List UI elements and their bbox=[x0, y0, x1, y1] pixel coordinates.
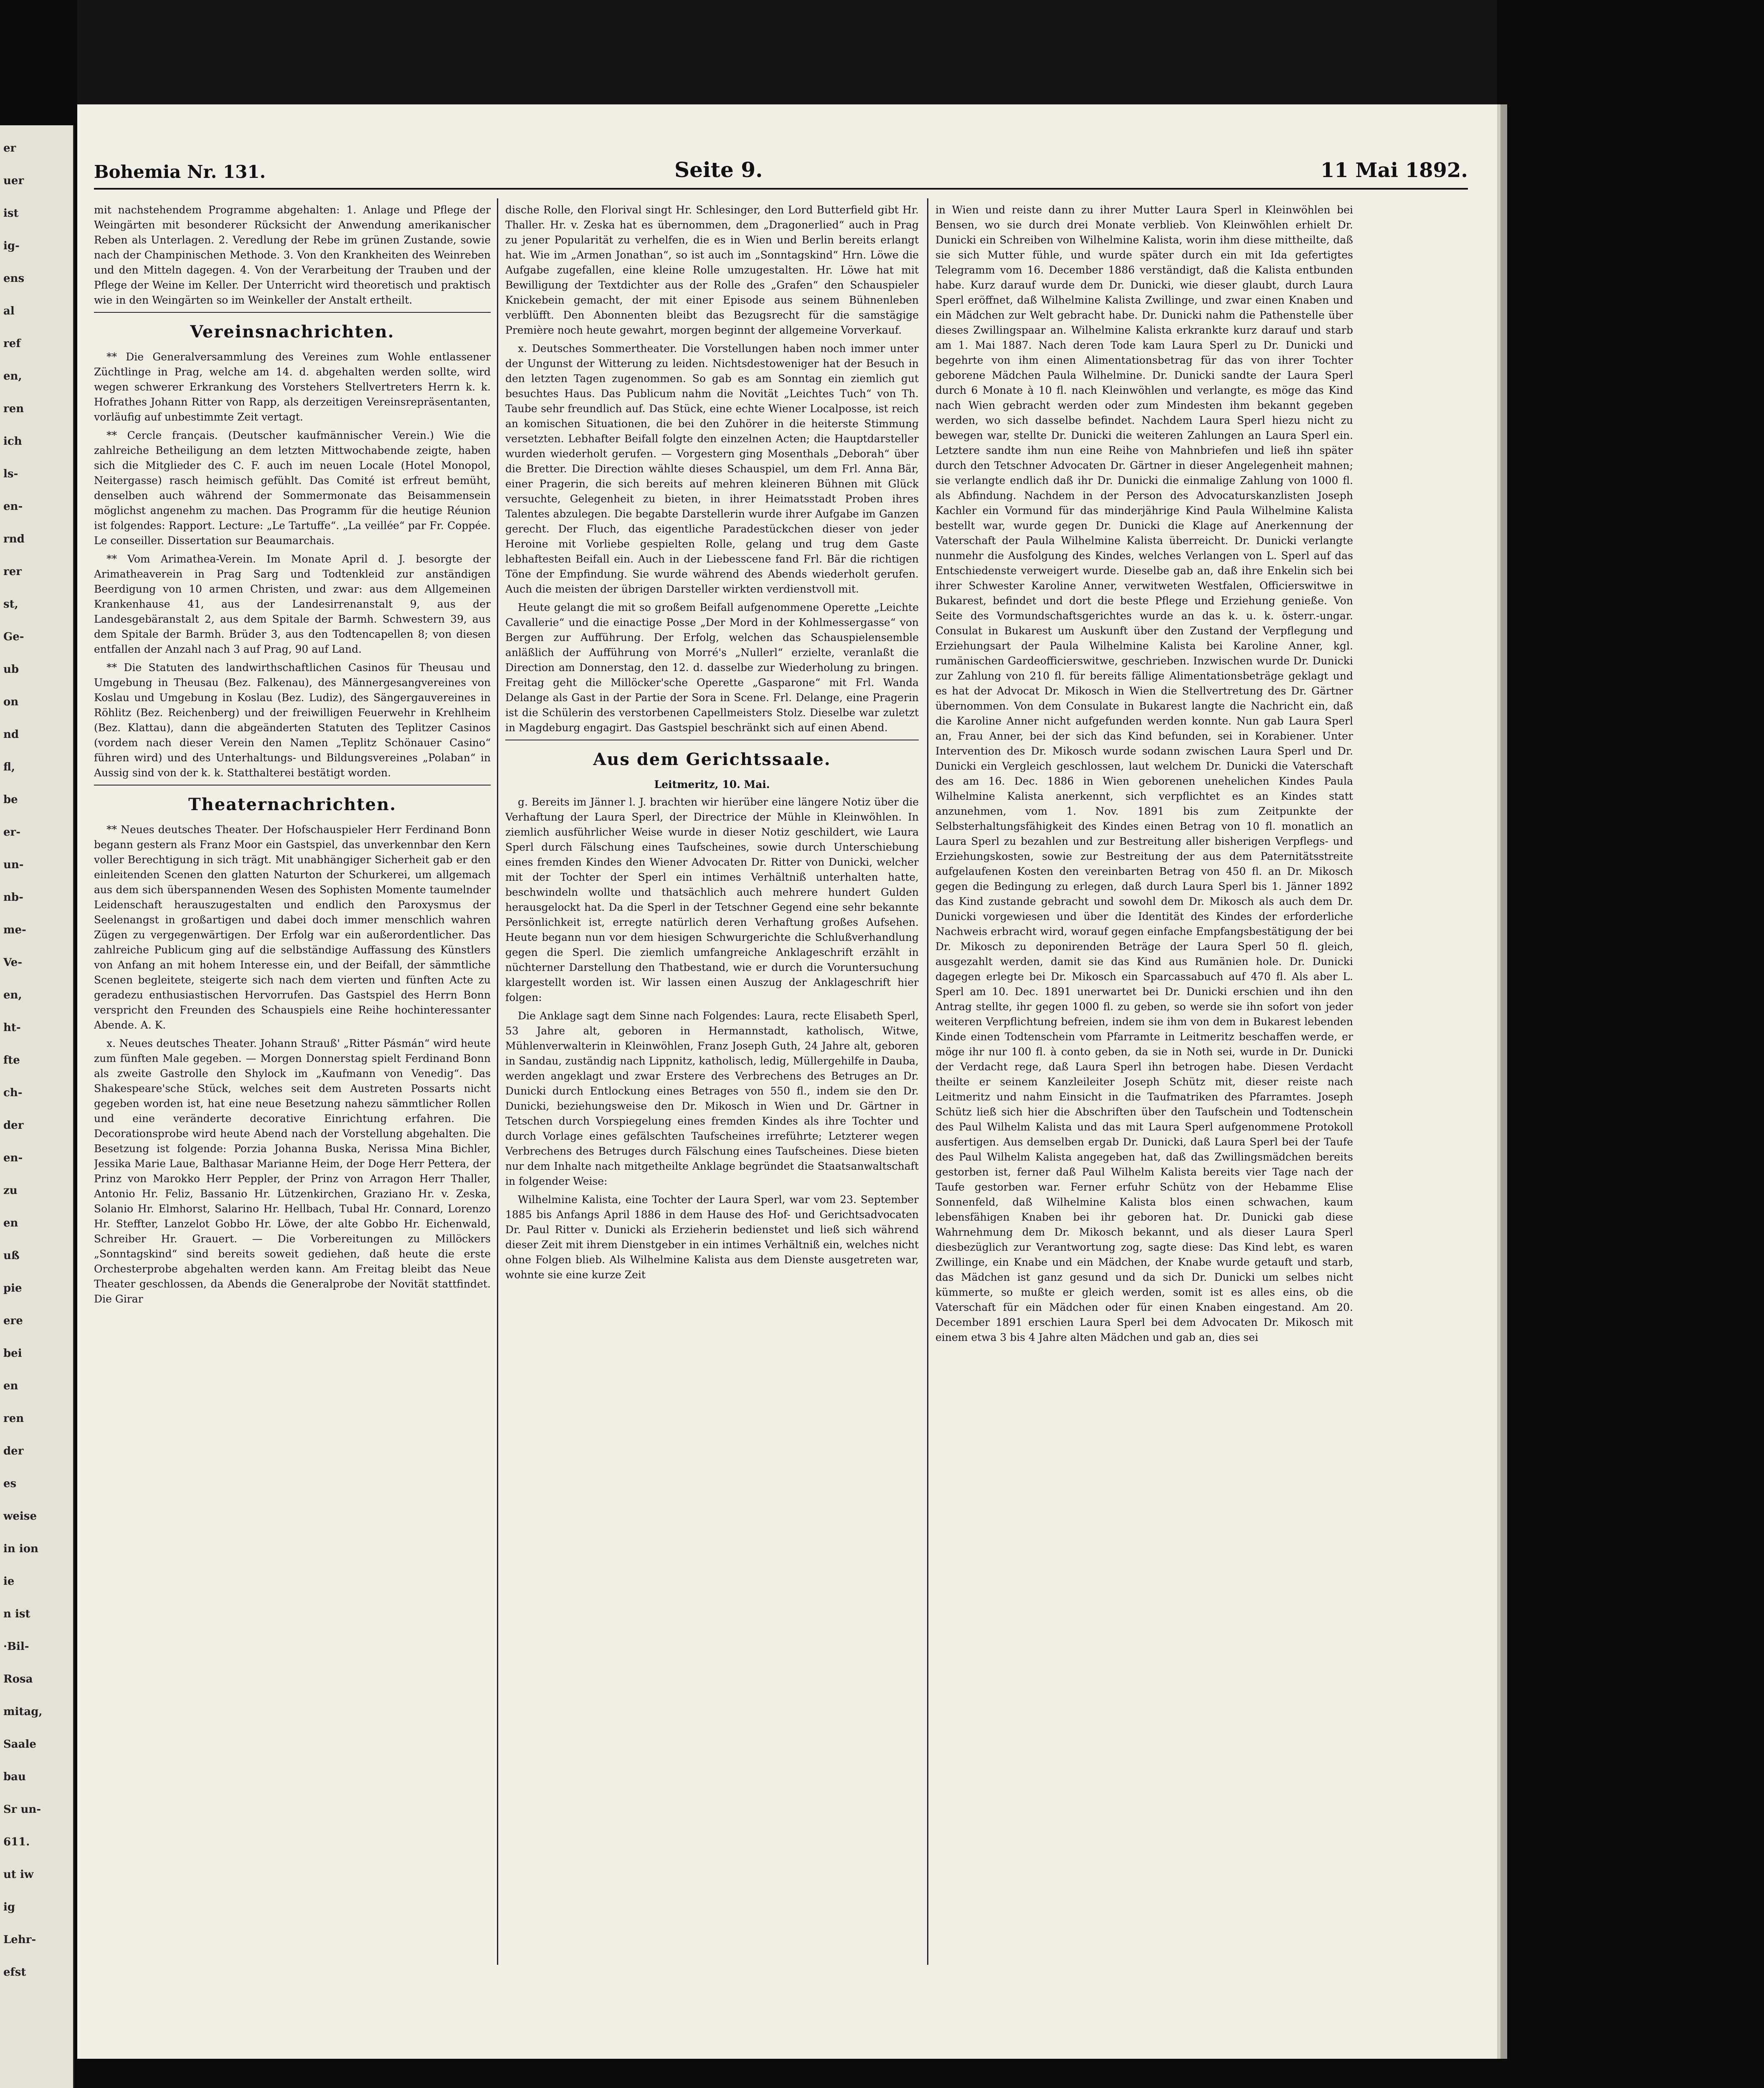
scan-top-edge bbox=[77, 0, 1497, 104]
prev-page-fragment: ie bbox=[3, 1575, 15, 1588]
prev-page-fragment: ls- bbox=[3, 468, 18, 480]
prev-page-fragment: der bbox=[3, 1119, 24, 1132]
prev-page-fragment: fl, bbox=[3, 761, 15, 773]
agriculture-course-text: mit nachstehendem Programme abgehalten: 1. Anlage und Pflege der Weingärten mit besonderer Rücksicht der Anwendung amerikanischer Reben als Unterlagen. 2. Veredlung der Rebe im grünen Zustande, sowie nach der Champinischen Methode. 3. Von den Krankheiten des Weinreben und den Mitteln dagegen. 4. Von der Verarbeitung der Trauben und der Pflege der Weine im Keller. Der Unterricht wird theoretisch und praktisch wie in den Weingärten so im Weinkeller der Anstalt ertheilt. bbox=[94, 204, 491, 306]
section-heading-gerichtssaale: Aus dem Gerichtssaale. bbox=[593, 750, 831, 769]
column-3 bbox=[935, 203, 1353, 1963]
prev-page-fragment: st, bbox=[3, 598, 18, 611]
prev-page-fragment: ref bbox=[3, 337, 21, 350]
article-kalista: Wilhelmine Kalista, eine Tochter der Laura Sperl, war vom 23. September 1885 bis Anfangs April 1886 in dem Hause des Hof- und Gerichtsadvocaten Dr. Paul Ritter v. Dunicki als Erzieherin bedienstet und ließ sich während dieser Zeit mit ihrem Dienstgeber in ein intimes Verhältniß ein, welches nicht ohne Folgen blieb. Als Wilhelmine Kalista aus dem Dienste ausgetreten war, wohnte sie eine kurze Zeit bbox=[505, 1194, 919, 1281]
prev-page-fragment: rer bbox=[3, 565, 22, 578]
prev-page-fragment: be bbox=[3, 793, 18, 806]
column-2 bbox=[505, 203, 919, 1963]
issue-date: 11 Mai 1892. bbox=[1320, 159, 1468, 182]
prev-page-fragment: ·Bil- bbox=[3, 1640, 29, 1653]
dateline: Leitmeritz, 10. Mai. bbox=[654, 778, 770, 791]
previous-page-edge bbox=[0, 125, 74, 2088]
prev-page-fragment: ren bbox=[3, 403, 24, 415]
prev-page-fragment: en- bbox=[3, 500, 23, 513]
prev-page-fragment: ich bbox=[3, 435, 22, 448]
section-divider bbox=[94, 312, 491, 313]
prev-page-fragment: zu bbox=[3, 1184, 18, 1197]
article-statuten: ** Die Statuten des landwirthschaftlichen Casinos für Theusau und Umgebung in Theusau (Bez. Falkenau), des Männergesangvereines von Koslau und Umgebung in Koslau (Bez. Ludiz), des Sängergauvereines in Röhlitz (Bez. Reichenberg) und der freiwilligen Feuerwehr in Krehlheim (Bez. Klattau), dann die abgeänderten Statuten des Teplitzer Casinos (vordem nach dieser Verein den Namen „Teplitz Schönauer Casino“ führen wird) und des Unterhaltungs- und Bildungsvereines „Polaban“ in Aussig sind von der k. k. Statthalterei bestätigt worden. bbox=[94, 661, 491, 779]
prev-page-fragment: ut iw bbox=[3, 1868, 34, 1881]
article-sperl-case-intro: g. Bereits im Jänner l. J. brachten wir hierüber eine längere Notiz über die Verhaftung der Laura Sperl, der Directrice der Mühle in Kleinwöhlen. In ziemlich ausführlicher Weise wurde in dieser Notiz geschildert, wie Laura Sperl durch Fälschung eines Taufscheines, sowie durch Unterschiebung eines fremden Kindes den Wiener Advocaten Dr. Ritter von Dunicki, welcher mit der Tochter der Sperl ein intimes Verhältniß unterhalten hatte, beschwindeln wollte und thatsächlich auch mehrere hundert Gulden herausgelockt hat. Da die Sperl in der Tetschner Gegend eine sehr bekannte Persönlichkeit ist, erregte natürlich deren Verhaftung großes Aufsehen. Heute begann nun vor dem hiesigen Schwurgerichte die Schlußverhandlung gegen die Sperl. Die ziemlich umfangreiche Anklageschrift erzählt in nüchterner Darstellung den Thatbestand, wie er durch die Voruntersuchung klargestellt worden ist. Wir lassen einen Auszug der Anklageschrift hier folgen: bbox=[505, 796, 919, 1003]
article-cercle-francais: ** Cercle français. (Deutscher kaufmännischer Verein.) Wie die zahlreiche Betheiligung an dem letzten Mittwochabende zeigte, haben sich die Mitglieder des C. F. auch im neuen Locale (Hotel Monopol, Neitergasse) rasch heimisch gefühlt. Das Comité ist erfreut bemüht, denselben auch während der Sommermonate das Beisammensein möglichst angenehm zu machen. Das Programm für die heutige Réunion ist folgendes: Rapport. Lecture: „Le Tartuffe“. „La veillée“ par Fr. Coppée. Le conseiller. Dissertation sur Beaumarchais. bbox=[94, 429, 491, 547]
article-deutsches-sommertheater: x. Deutsches Sommertheater. Die Vorstellungen haben noch immer unter der Ungunst der Witterung zu leiden. Nichtsdestoweniger hat der Besuch in den letzten Tagen zugenommen. So gab es am Sonntag ein ziemlich gut besuchtes Haus. Das Publicum nahm die Novität „Leichtes Tuch“ von Th. Taube sehr freundlich auf. Das Stück, eine echte Wiener Localposse, ist reich an komischen Situationen, die bei den Zuhörer in die heiterste Stimmung versetzten. Lebhafter Beifall folgte den einzelnen Acten; die Hauptdarsteller wurden wiederholt gerufen. — Vorgestern ging Mosenthals „Deborah“ über die Bretter. Die Direction wählte dieses Schauspiel, um dem Frl. Anna Bär, einer Pragerin, die sich bereits auf mehren kleineren Bühnen mit Glück versuchte, Gelegenheit zu bieten, in ihrer Heimatsstadt Proben ihres Talentes abzulegen. Die begabte Darstellerin wurde ihrer Aufgabe im Ganzen gerecht. Der Fluch, das eigentliche Paradestückchen dieser von jeder Heroine mit Vorliebe gespielten Rolle, gelang und trug dem Gaste lebhaftesten Beifall ein. Auch in der Liebesscene fand Frl. Bär die richtigen Töne der Empfindung. Sie wurde während des Abends wiederholt gerufen. Auch die meisten der übrigen Darsteller wirkten verdienstvoll mit. bbox=[505, 342, 919, 595]
prev-page-fragment: er bbox=[3, 142, 16, 155]
prev-page-fragment: Ve- bbox=[3, 956, 23, 969]
prev-page-fragment: en bbox=[3, 1217, 18, 1229]
prev-page-fragment: uß bbox=[3, 1249, 20, 1262]
article-neues-deutsches-theater-1: ** Neues deutsches Theater. Der Hofschauspieler Herr Ferdinand Bonn begann gestern als Franz Moor ein Gastspiel, das unverkennbar den Kern voller Berechtigung in sich trägt. Mit unabhängiger Sicherheit gab er den einleitenden Scenen den glatten Naturton der Schurkerei, um allgemach aus dem sich überspannenden Wesen des Sophisten Momente taumelnder Leidenschaft herauszugestalten und endlich den Paroxysmus der Seelenangst in großartigen und dabei doch immer menschlich wahren Zügen zu vergegenwärtigen. Der Erfolg war ein außerordentlicher. Das zahlreiche Publicum ging auf die selbständige Auffassung des Künstlers von Anfang an mit hohem Interesse ein, und der Beifall, der sämmtliche Scenen begleitete, steigerte sich nach dem vierten und fünften Acte zu geradezu enthusiastischen Hervorrufen. Das Gastspiel des Herrn Bonn verspricht den Freunden des Schauspiels eine Reihe hochinteressanter Abende. A. K. bbox=[94, 824, 491, 1031]
prev-page-fragment: al bbox=[3, 305, 15, 317]
page-header bbox=[94, 150, 1468, 190]
article-sonntagskind-continued: dische Rolle, den Florival singt Hr. Schlesinger, den Lord Butterfield gibt Hr. Thaller. Hr. v. Zeska hat es übernommen, dem „Dragonerlied“ auch in Prag zu jener Popularität zu verhelfen, die es in Wien und Berlin bereits erlangt hat. Wie im „Armen Jonathan“, so ist auch im „Sonntagskind“ Hrn. Löwe die Aufgabe zugefallen, eine kleine Rolle umzugestalten. Hr. Löwe hat mit Bewilligung der Textdichter aus der Rolle des „Grafen“ den Schauspieler Knickebein gemacht, der mit einer Episode aus seinem Bühnenleben verblüfft. Den Abonnenten bleibt das Bezugsrecht für die samstägige Première noch heute gewahrt, morgen beginnt der allgemeine Vorverkauf. bbox=[505, 204, 919, 336]
prev-page-fragment: mitag, bbox=[3, 1705, 43, 1718]
prev-page-fragment: 611. bbox=[3, 1836, 30, 1848]
prev-page-fragment: n ist bbox=[3, 1608, 30, 1620]
article-anklage: Die Anklage sagt dem Sinne nach Folgendes: Laura, recte Elisabeth Sperl, 53 Jahre alt, geboren in Hermannstadt, katholisch, Witwe, Mühlenverwalterin in Kleinwöhlen, Franz Joseph Guth, 24 Jahre alt, geboren in Sandau, zuständig nach Lippnitz, katholisch, ledig, Müllergehilfe in Dauba, werden angeklagt und zwar Erstere des Verbrechens des Betruges an Dr. Dunicki durch Entlockung eines Betrages von 550 fl., indem sie den Dr. Dunicki, beziehungsweise den Dr. Mikosch in Wien und Dr. Gärtner in Tetschen durch Vorspiegelung eines fremden Kindes als ihre Tochter und durch Vorlage eines gefälschten Taufscheines irreführte; Letzterer wegen Verbrechens des Betruges durch Fälschung eines Taufscheines. Diese bieten nur dem Inhalte nach mitgetheilte Anklage begründet die Staatsanwaltschaft in folgender Weise: bbox=[505, 1010, 919, 1187]
prev-page-fragment: es bbox=[3, 1477, 17, 1490]
prev-page-fragment: ig- bbox=[3, 240, 20, 252]
prev-page-fragment: in ion bbox=[3, 1543, 38, 1555]
prev-page-fragment: bei bbox=[3, 1347, 22, 1360]
article-neues-deutsches-theater-2: x. Neues deutsches Theater. Johann Strauß' „Ritter Pásmán“ wird heute zum fünften Male gegeben. — Morgen Donnerstag spielt Ferdinand Bonn als zweite Gastrolle den Shylock im „Kaufmann von Venedig“. Das Shakespeare'sche Stück, welches seit dem Austreten Possarts nicht gegeben worden ist, hat eine neue Besetzung nahezu sämmtlicher Rollen und eine veränderte decorative Einrichtung erfahren. Die Decorationsprobe wird heute Abend nach der Vorstellung abgehalten. Die Besetzung ist folgende: Porzia Johanna Buska, Nerissa Mina Bichler, Jessika Marie Laue, Balthasar Marianne Heim, der Doge Herr Pettera, der Prinz von Marokko Herr Peppler, der Prinz von Arragon Herr Thaller, Antonio Hr. Feliz, Bassanio Hr. Lützenkirchen, Graziano Hr. v. Zeska, Solanio Hr. Elmhorst, Salarino Hr. Hellbach, Tubal Hr. Connard, Lorenzo Hr. Steffter, Lanzelot Gobbo Hr. Löwe, der alte Gobbo Hr. Eichenwald, Schreiber Hr. Grauert. — Die Vorbereitungen zu Millöckers „Sonntagskind“ sind bereits soweit gediehen, daß heute die erste Orchesterprobe abgehalten werden kann. Am Freitag bleibt das Neue Theater geschlossen, da Abends die Generalprobe der Novität stattfindet. Die Girar bbox=[94, 1037, 491, 1305]
prev-page-fragment: un- bbox=[3, 859, 24, 871]
prev-page-fragment: Rosa bbox=[3, 1673, 33, 1685]
prev-page-fragment: en bbox=[3, 1380, 18, 1392]
column-rule-1 bbox=[497, 198, 498, 1965]
prev-page-fragment: en, bbox=[3, 370, 22, 383]
prev-page-fragment: Saale bbox=[3, 1738, 36, 1751]
prev-page-fragment: weise bbox=[3, 1510, 37, 1523]
prev-page-fragment: ig bbox=[3, 1901, 15, 1913]
prev-page-fragment: Lehr- bbox=[3, 1933, 36, 1946]
prev-page-fragment: fte bbox=[3, 1054, 20, 1067]
prev-page-fragment: pie bbox=[3, 1282, 22, 1295]
article-sommertheater-programme: Heute gelangt die mit so großem Beifall aufgenommene Operette „Leichte Cavallerie“ und die einactige Posse „Der Mord in der Kohlmessergasse“ von Bergen zur Aufführung. Der Erfolg, welchen das Schauspielensemble anläßlich der Aufführung von Morré's „Nullerl“ erzielte, veranlaßt die Direction am Donnerstag, den 12. d. dasselbe zur Wiederholung zu bringen. Freitag geht die Millöcker'sche Operette „Gasparone“ mit Frl. Wanda Delange als Gast in der Partie der Sora in Scene. Frl. Delange, eine Pragerin ist die Schülerin des verstorbenen Capellmeisters Stolz. Dieselbe war zuletzt in Magdeburg engagirt. Das Gastspiel beschränkt sich auf einen Abend. bbox=[505, 601, 919, 734]
prev-page-fragment: ist bbox=[3, 207, 19, 220]
prev-page-fragment: Ge- bbox=[3, 631, 24, 643]
prev-page-fragment: nb- bbox=[3, 891, 23, 904]
section-divider bbox=[94, 785, 491, 786]
prev-page-fragment: efst bbox=[3, 1966, 26, 1979]
prev-page-fragment: ch- bbox=[3, 1087, 23, 1099]
prev-page-fragment: en- bbox=[3, 1152, 23, 1164]
column-1 bbox=[94, 203, 491, 1963]
page-number: Seite 9. bbox=[674, 157, 763, 182]
prev-page-fragment: ub bbox=[3, 663, 19, 676]
prev-page-fragment: me- bbox=[3, 924, 26, 936]
prev-page-fragment: Sr un- bbox=[3, 1803, 41, 1816]
prev-page-fragment: uer bbox=[3, 175, 24, 187]
prev-page-fragment: ere bbox=[3, 1315, 23, 1327]
publication-title: Bohemia Nr. 131. bbox=[94, 162, 266, 182]
prev-page-fragment: en, bbox=[3, 989, 22, 1001]
column-rule-2 bbox=[927, 198, 928, 1965]
prev-page-fragment: ren bbox=[3, 1412, 24, 1425]
prev-page-fragment: ht- bbox=[3, 1021, 21, 1034]
prev-page-fragment: bau bbox=[3, 1771, 26, 1783]
article-generalversammlung: ** Die Generalversammlung des Vereines zum Wohle entlassener Züchtlinge in Prag, welche am 14. d. abgehalten werden sollte, wird wegen schwerer Erkrankung des Vorstehers Stellvertreters Herrn k. k. Hofrathes Johann Ritter von Rapp, als derzeitigen Vereinsrepräsentanten, vorläufig auf unbestimmte Zeit vertagt. bbox=[94, 351, 491, 423]
section-heading-vereinsnachrichten: Vereinsnachrichten. bbox=[190, 322, 395, 342]
article-arimathea-verein: ** Vom Arimathea-Verein. Im Monate April d. J. besorgte der Arimatheaverein in Prag Sarg und Todtenkleid zur anständigen Beerdigung von 10 armen Christen, und zwar: aus dem Allgemeinen Krankenhause 41, aus der Landesirrenanstalt 9, aus der Landesgebäranstalt 2, aus dem Spitale der Barmh. Schwestern 39, aus dem Spitale der Barmh. Brüder 3, aus den Todtencapellen 8; von diesen entfallen der Anzahl nach 3 auf Prag, 90 auf Land. bbox=[94, 553, 491, 655]
newspaper-page bbox=[77, 104, 1500, 2059]
prev-page-fragment: nd bbox=[3, 728, 19, 741]
section-heading-theaternachrichten: Theaternachrichten. bbox=[188, 795, 397, 814]
prev-page-fragment: ens bbox=[3, 272, 25, 285]
prev-page-fragment: on bbox=[3, 696, 19, 708]
prev-page-fragment: er- bbox=[3, 826, 21, 839]
prev-page-fragment: rnd bbox=[3, 533, 25, 545]
article-sperl-case-continued: in Wien und reiste dann zu ihrer Mutter Laura Sperl in Kleinwöhlen bei Bensen, wo sie durch drei Monate verblieb. Von Kleinwöhlen erhielt Dr. Dunicki ein Schreiben von Wilhelmine Kalista, worin ihm diese mittheilte, daß sie sich Mutter fühle, und wurde später durch ein mit Ida gefertigtes Telegramm vom 16. December 1886 verständigt, daß die Kalista entbunden habe. Kurz darauf wurde dem Dr. Dunicki, wie dieser glaubt, durch Laura Sperl eröffnet, daß Wilhelmine Kalista Zwillinge, und zwar einen Knaben und ein Mädchen zur Welt gebracht habe. Dr. Dunicki nahm die Pathenstelle über dieses Zwillingspaar an. Wilhelmine Kalista erkrankte kurz darauf und starb am 1. Mai 1887. Nach deren Tode kam Laura Sperl zu Dr. Dunicki und begehrte von ihm einen Alimentationsbetrag für das von ihrer Tochter geborene Mädchen Paula Wilhelmine. Dr. Dunicki sandte der Laura Sperl durch 6 Monate à 10 fl. nach Kleinwöhlen und verlangte, es möge das Kind nach Wien gebracht werden oder zum Mindesten ihm bekannt gegeben werden, wo sich dasselbe befindet. Nachdem Laura Sperl hiezu nicht zu bewegen war, stellte Dr. Dunicki die weiteren Zahlungen an Laura Sperl ein. Letztere sandte ihm nun eine Reihe von Mahnbriefen und ließ ihn später durch den Tetschner Advocaten Dr. Gärtner in dieser Angelegenheit mahnen; sie verlangte endlich daß ihr Dr. Dunicki die einmalige Zahlung von 1000 fl. als Abfindung. Nachdem in der Person des Advocaturskanzlisten Joseph Kachler ein Vormund für das minderjährige Kind Paula Wilhelmine Kalista bestellt war, wurde gegen Dr. Dunicki die Klage auf Anerkennung der Vaterschaft der Paula Wilhelmine Kalista überreicht. Dr. Dunicki verlangte nunmehr die Ausfolgung des Kindes, welches Verlangen von L. Sperl auf das Entschiedenste verweigert wurde. Dieselbe gab an, daß ihre Enkelin sich bei ihrer Schwester Karoline Anner, verwitweten Westfalen, Officierswitwe in Bukarest, befindet und dort die beste Pflege und Erziehung genieße. Von Seite des Vormundschaftsgerichtes wurde an das k. u. k. österr.-ungar. Consulat in Bukarest um Auskunft über den Zustand der Verpflegung und Erziehungsart der Paula Wilhelmine Kalista bei Karoline Anner, kgl. rumänischen Gardeofficierswitwe, geschrieben. Inzwischen wurde Dr. Dunicki zur Zahlung von 210 fl. für bereits fällige Alimentationsbeträge geklagt und es hat der Advocat Dr. Mikosch in Wien die Stellvertretung des Dr. Gärtner übernommen. Von dem Consulate in Bukarest langte die Nachricht ein, daß die Karoline Anner nicht aufgefunden werden konnte. Nun gab Laura Sperl an, Frau Anner, bei der sich das Kind befunden, sei in Korabiener. Unter Intervention des Dr. Mikosch wurde sodann zwischen Laura Sperl und Dr. Dunicki ein Vergleich geschlossen, laut welchem Dr. Dunicki die Vaterschaft des am 16. Dec. 1886 in Wien geborenen unehelichen Kindes Paula Wilhelmine Kalista anerkennt, sich verpflichtet es an Kindes statt anzunehmen, vom 1. Nov. 1891 bis zum Zeitpunkte der Selbsterhaltungsfähigkeit des Kindes einen Betrag von 10 fl. monatlich an Laura Sperl zu bezahlen und zur Bestreitung aller bisherigen Verpflegs- und Erziehungskosten, sowie zur Bestreitung der aus dem Paternitätsstreite aufgelaufenen Kosten den vereinbarten Betrag von 450 fl. an Dr. Mikosch gegen die Bedingung zu erlegen, daß durch Laura Sperl bis 1. Jänner 1892 das Kind zustande gebracht und sowohl dem Dr. Mikosch als auch dem Dr. Dunicki vorgewiesen und über die Identität des Kindes der erforderliche Nachweis erbracht wird, worauf gegen einfache Empfangsbestätigung der bei Dr. Mikosch zu deponirenden Beträge der Laura Sperl 50 fl. gleich, ausgezahlt werden, damit sie das Kind aus Rumänien hole. Dr. Dunicki dagegen erlegte bei Dr. Mikosch ein Sparcassabuch auf 470 fl. Als aber L. Sperl am 10. Dec. 1891 unerwartet bei Dr. Dunicki erschien und ihn den Antrag stellte, ihr gegen 1000 fl. zu geben, so werde sie ihn sofort von jeder weiteren Verpflichtung befreien, indem sie ihm von dem in Bukarest lebenden Kinde einen Todtenschein vom Pfarramte in Leitmeritz beschaffen werde, er möge ihr nur 100 fl. à conto geben, da sie in Noth sei, wurde in Dr. Dunicki der Verdacht rege, daß Laura Sperl ihn betrogen habe. Diesen Verdacht theilte er seinem Kanzleileiter Joseph Schütz mit, dieser reiste nach Leitmeritz und nahm Einsicht in die Taufmatriken des Pfarramtes. Joseph Schütz ließ sich hier die Abschriften über den Taufschein und Todtenschein des Paul Wilhelm Kalista und das mit Laura Sperl aufgenommene Protokoll ausfertigen. Aus demselben ergab Dr. Dunicki, daß Laura Sperl bei der Taufe des Paul Wilhelm Kalista angegeben hat, daß das Zwillingsmädchen bereits gestorben ist, ferner daß Paul Wilhelm Kalista bereits vier Tage nach der Taufe gestorben war. Ferner erfuhr Schütz von der Hebamme Elise Sonnenfeld, daß Wilhelmine Kalista blos einen schwachen, kaum lebensfähigen Knaben bei ihr geboren hat. Dr. Dunicki gab diese Wahrnehmung dem Dr. Mikosch bekannt, und als dieser Laura Sperl diesbezüglich zur Verantwortung zog, sagte diese: Das Kind lebt, es waren Zwillinge, ein Knabe und ein Mädchen, der Knabe wurde getauft und starb, das Mädchen ist ganz gesund und da sich Dr. Dunicki um selbes nicht kümmerte, so mußte er gleich werden, somit ist es alles eins, ob die Vaterschaft für ein Mädchen oder für einen Knaben eingestand. Am 20. December 1891 erschien Laura Sperl bei dem Advocaten Dr. Mikosch mit einem etwa 3 bis 4 Jahre alten Mädchen und gab an, dies sei bbox=[935, 204, 1353, 1343]
prev-page-fragment: der bbox=[3, 1445, 24, 1457]
